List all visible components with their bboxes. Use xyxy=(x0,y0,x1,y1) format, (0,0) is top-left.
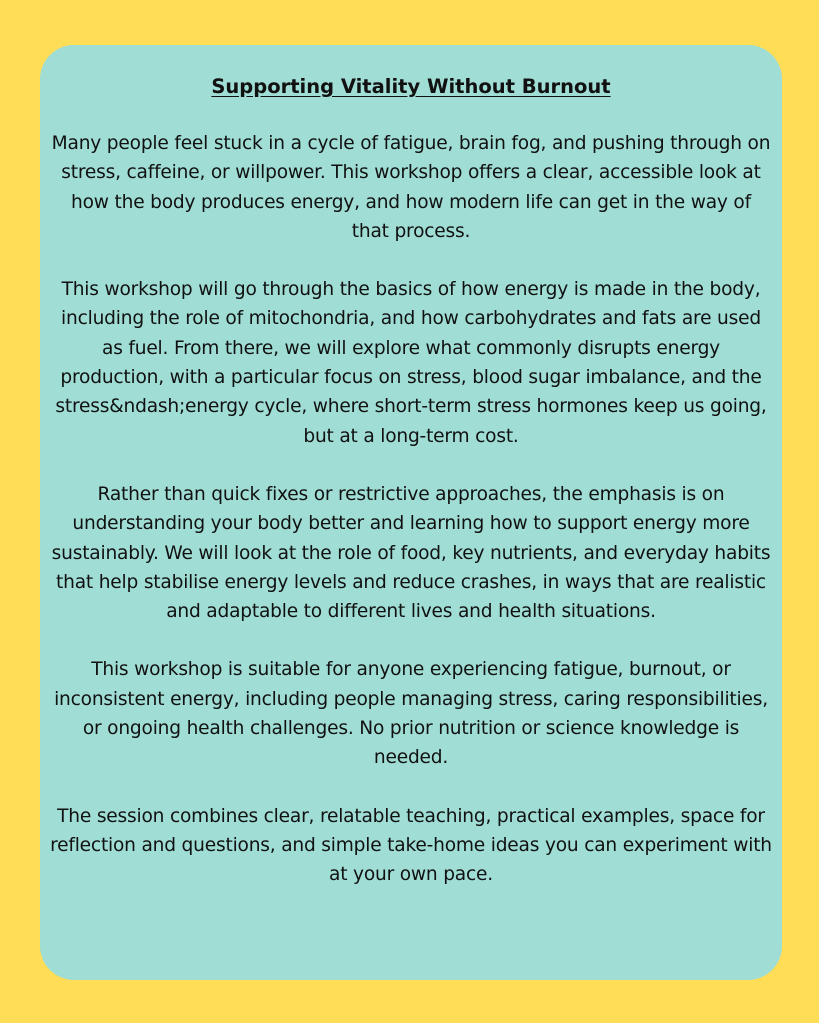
format-paragraph: The session combines clear, relatable teaching, practical examples, space for reflection and questions, and simple take-home ideas you can experiment with at your own pace. xyxy=(50,805,772,886)
content-paragraph: This workshop will go through the basics of how energy is made in the body, including the role of mitochondria, and how carbohydrates and fats are used as fuel. From there, we will explore what commonly disrupts energy production, with a particular focus on stress, blood sugar imbalance, and the stress&ndash;energy cycle, where short-term stress hormones keep us going, but at a long-term cost. xyxy=(55,279,767,447)
workshop-description-card xyxy=(40,45,782,980)
approach-paragraph: Rather than quick fixes or restrictive approaches, the emphasis is on understanding your body better and learning how to support energy more sustainably. We will look at the role of food, key nutrients, and everyday habits that help stabilise energy levels and reduce crashes, in ways that are realistic and adaptable to different lives and health situations. xyxy=(51,483,771,623)
audience-paragraph: This workshop is suitable for anyone experiencing fatigue, burnout, or inconsistent energy, including people managing stress, caring responsibilities, or ongoing health challenges. No prior nutrition or science knowledge is needed. xyxy=(54,659,768,769)
intro-paragraph: Many people feel stuck in a cycle of fatigue, brain fog, and pushing through on stress, caffeine, or willpower. This workshop offers a clear, accessible look at how the body produces energy, and how modern life can get in the way of that process. xyxy=(51,133,771,242)
workshop-title: Supporting Vitality Without Burnout xyxy=(211,75,611,98)
